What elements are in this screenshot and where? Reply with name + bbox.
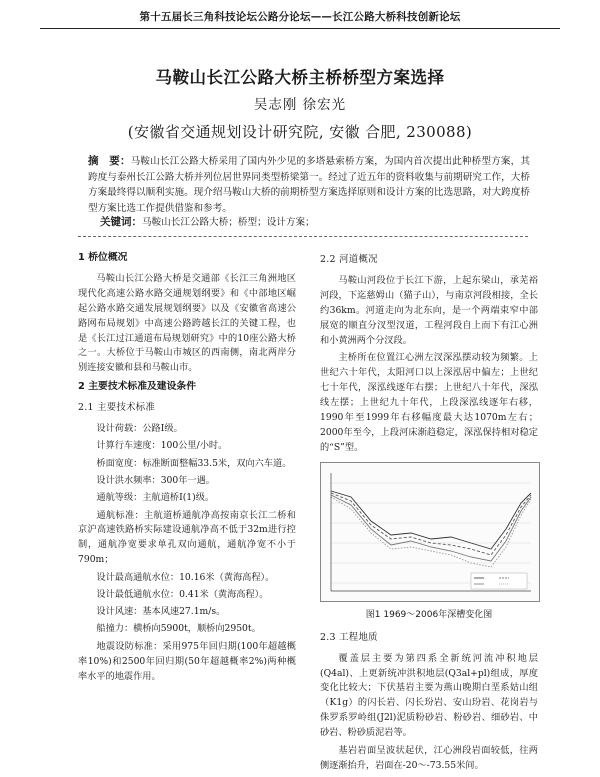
authors: 吴志刚 徐宏光	[253, 97, 347, 113]
section-heading-2: 2 主要技术标准及建设条件	[78, 381, 196, 393]
keywords-text: 马鞍山长江公路大桥；桥型；设计方案；	[142, 217, 315, 228]
riverbed-profile-figure	[320, 462, 540, 602]
keywords-label: 关键词：	[100, 216, 142, 228]
spec-item: 通航标准：主航道桥通航净高按南京长江二桥和京沪高速铁路桥实际建设通航净高不低于32m进行控制，通航净宽要求单孔双向通航，通航净宽不小于790m；	[78, 509, 296, 566]
paper-title: 马鞍山长江公路大桥主桥桥型方案选择	[155, 68, 445, 87]
riverbed-profile-plot	[321, 463, 539, 601]
spec-item: 地震设防标准：采用975年回归期(100年超越概率10%)和2500年回归期(50年超越概率2%)两种概率水平的地震作用。	[78, 640, 296, 682]
paragraph: 马鞍山河段位于长江下游，上起东梁山，承芜裕河段，下迄慈姆山（猫子山），与南京河段相接，全长约36km。河道走向为北东向，是一个两端束窄中部展宽的顺直分汊型汊道，工程河段自上而下有江心洲和小黄洲两个分汊段。	[320, 274, 538, 346]
spec-item: 设计洪水频率：300年一遇。	[96, 474, 215, 486]
paragraph: 基岩岩面呈波状起伏，江心洲段岩面较低，往两侧逐渐抬升，岩面在-20～-73.55米间。	[320, 745, 538, 771]
paragraph: 马鞍山长江公路大桥是交通部《长江三角洲地区现代化高速公路水路交通规划纲要》和《中部地区崛起公路水路交通发展规划纲要》以及《安徽省高速公路网布局规划》中高速公路跨越长江的关键工程，也是《长江过江通道布局规划研究》中的10座公路大桥之一。大桥位于马鞍山市城区的西南侧，南北两岸分别连接安徽和县和马鞍山市。	[78, 272, 296, 374]
paragraph: 主桥所在位置江心洲左汊深泓摆动较为频繁。上世纪六十年代，太阳河口以上深泓居中偏左；上世纪七十年代，深泓线逐年右摆；上世纪八十年代，深泓线左摆；上世纪九十年代，上段深泓线逐年右移，1990年至1999年右移幅度最大达1070m左右；2000年至今，上段河床渐趋稳定，深泓保持相对稳定的“S”型。	[320, 352, 538, 453]
subsection-heading-2-2: 2.2 河道概况	[320, 254, 378, 265]
affiliation: (安徽省交通规划设计研究院, 安徽 合肥, 230088)	[127, 123, 473, 141]
running-header: 第十五届长三角科技论坛公路分论坛——长江公路大桥科技创新论坛	[40, 6, 560, 29]
keywords	[100, 214, 540, 229]
paragraph: 覆盖层主要为第四系全新统河流冲积地层(Q4al)、上更新统冲洪积地层(Q3al+pl)组成，厚度变化比较大；下伏基岩主要为燕山晚期白垩系姑山组（K1g）的闪长岩、闪长玢岩、安山玢岩、花岗岩与侏罗系罗岭组(J2l)泥质粉砂岩、粉砂岩、细砂岩、中砂岩、粉砂质泥岩等。	[320, 652, 538, 739]
figure-caption: 图1 1969～2006年深槽变化图	[365, 609, 493, 620]
spec-item: 通航等级：主航道桥Ⅰ(1)级。	[96, 492, 215, 504]
abstract-text: 马鞍山长江公路大桥采用了国内外少见的多塔悬索桥方案，为国内首次提出此种桥型方案，其跨度与泰州长江公路大桥并列位居世界同类型桥梁第一。经过了近五年的资料收集与前期研究工作，大桥方案最终得以顺利实施。现介绍马鞍山大桥的前期桥型方案选择原则和设计方案的比选思路，对大跨度桥型方案比选工作提供借鉴和参考。	[88, 156, 531, 214]
spec-item: 设计最低通航水位：0.41米（黄海高程）。	[96, 588, 269, 600]
spec-item: 设计风速：基本风速27.1m/s。	[96, 606, 226, 618]
subsection-heading-2-1: 2.1 主要技术标准	[78, 402, 156, 414]
subsection-heading-2-3: 2.3 工程地质	[320, 631, 378, 643]
abstract-label: 摘 要：	[88, 155, 131, 167]
abstract	[88, 154, 530, 216]
spec-item: 桥面宽度：标准断面整幅33.5米，双向六车道。	[96, 457, 292, 469]
spec-item: 设计最高通航水位：10.16米（黄海高程）。	[96, 571, 275, 583]
left-column	[78, 247, 296, 687]
section-heading-1: 1 桥位概况	[78, 252, 128, 263]
spec-item: 计算行车速度：100公里/小时。	[96, 440, 228, 452]
section-divider	[78, 236, 528, 237]
spec-item: 船撞力：横桥向5900t，顺桥向2950t。	[96, 623, 261, 635]
right-column	[320, 247, 538, 777]
spec-item: 设计荷载：公路Ⅰ级。	[96, 423, 183, 435]
